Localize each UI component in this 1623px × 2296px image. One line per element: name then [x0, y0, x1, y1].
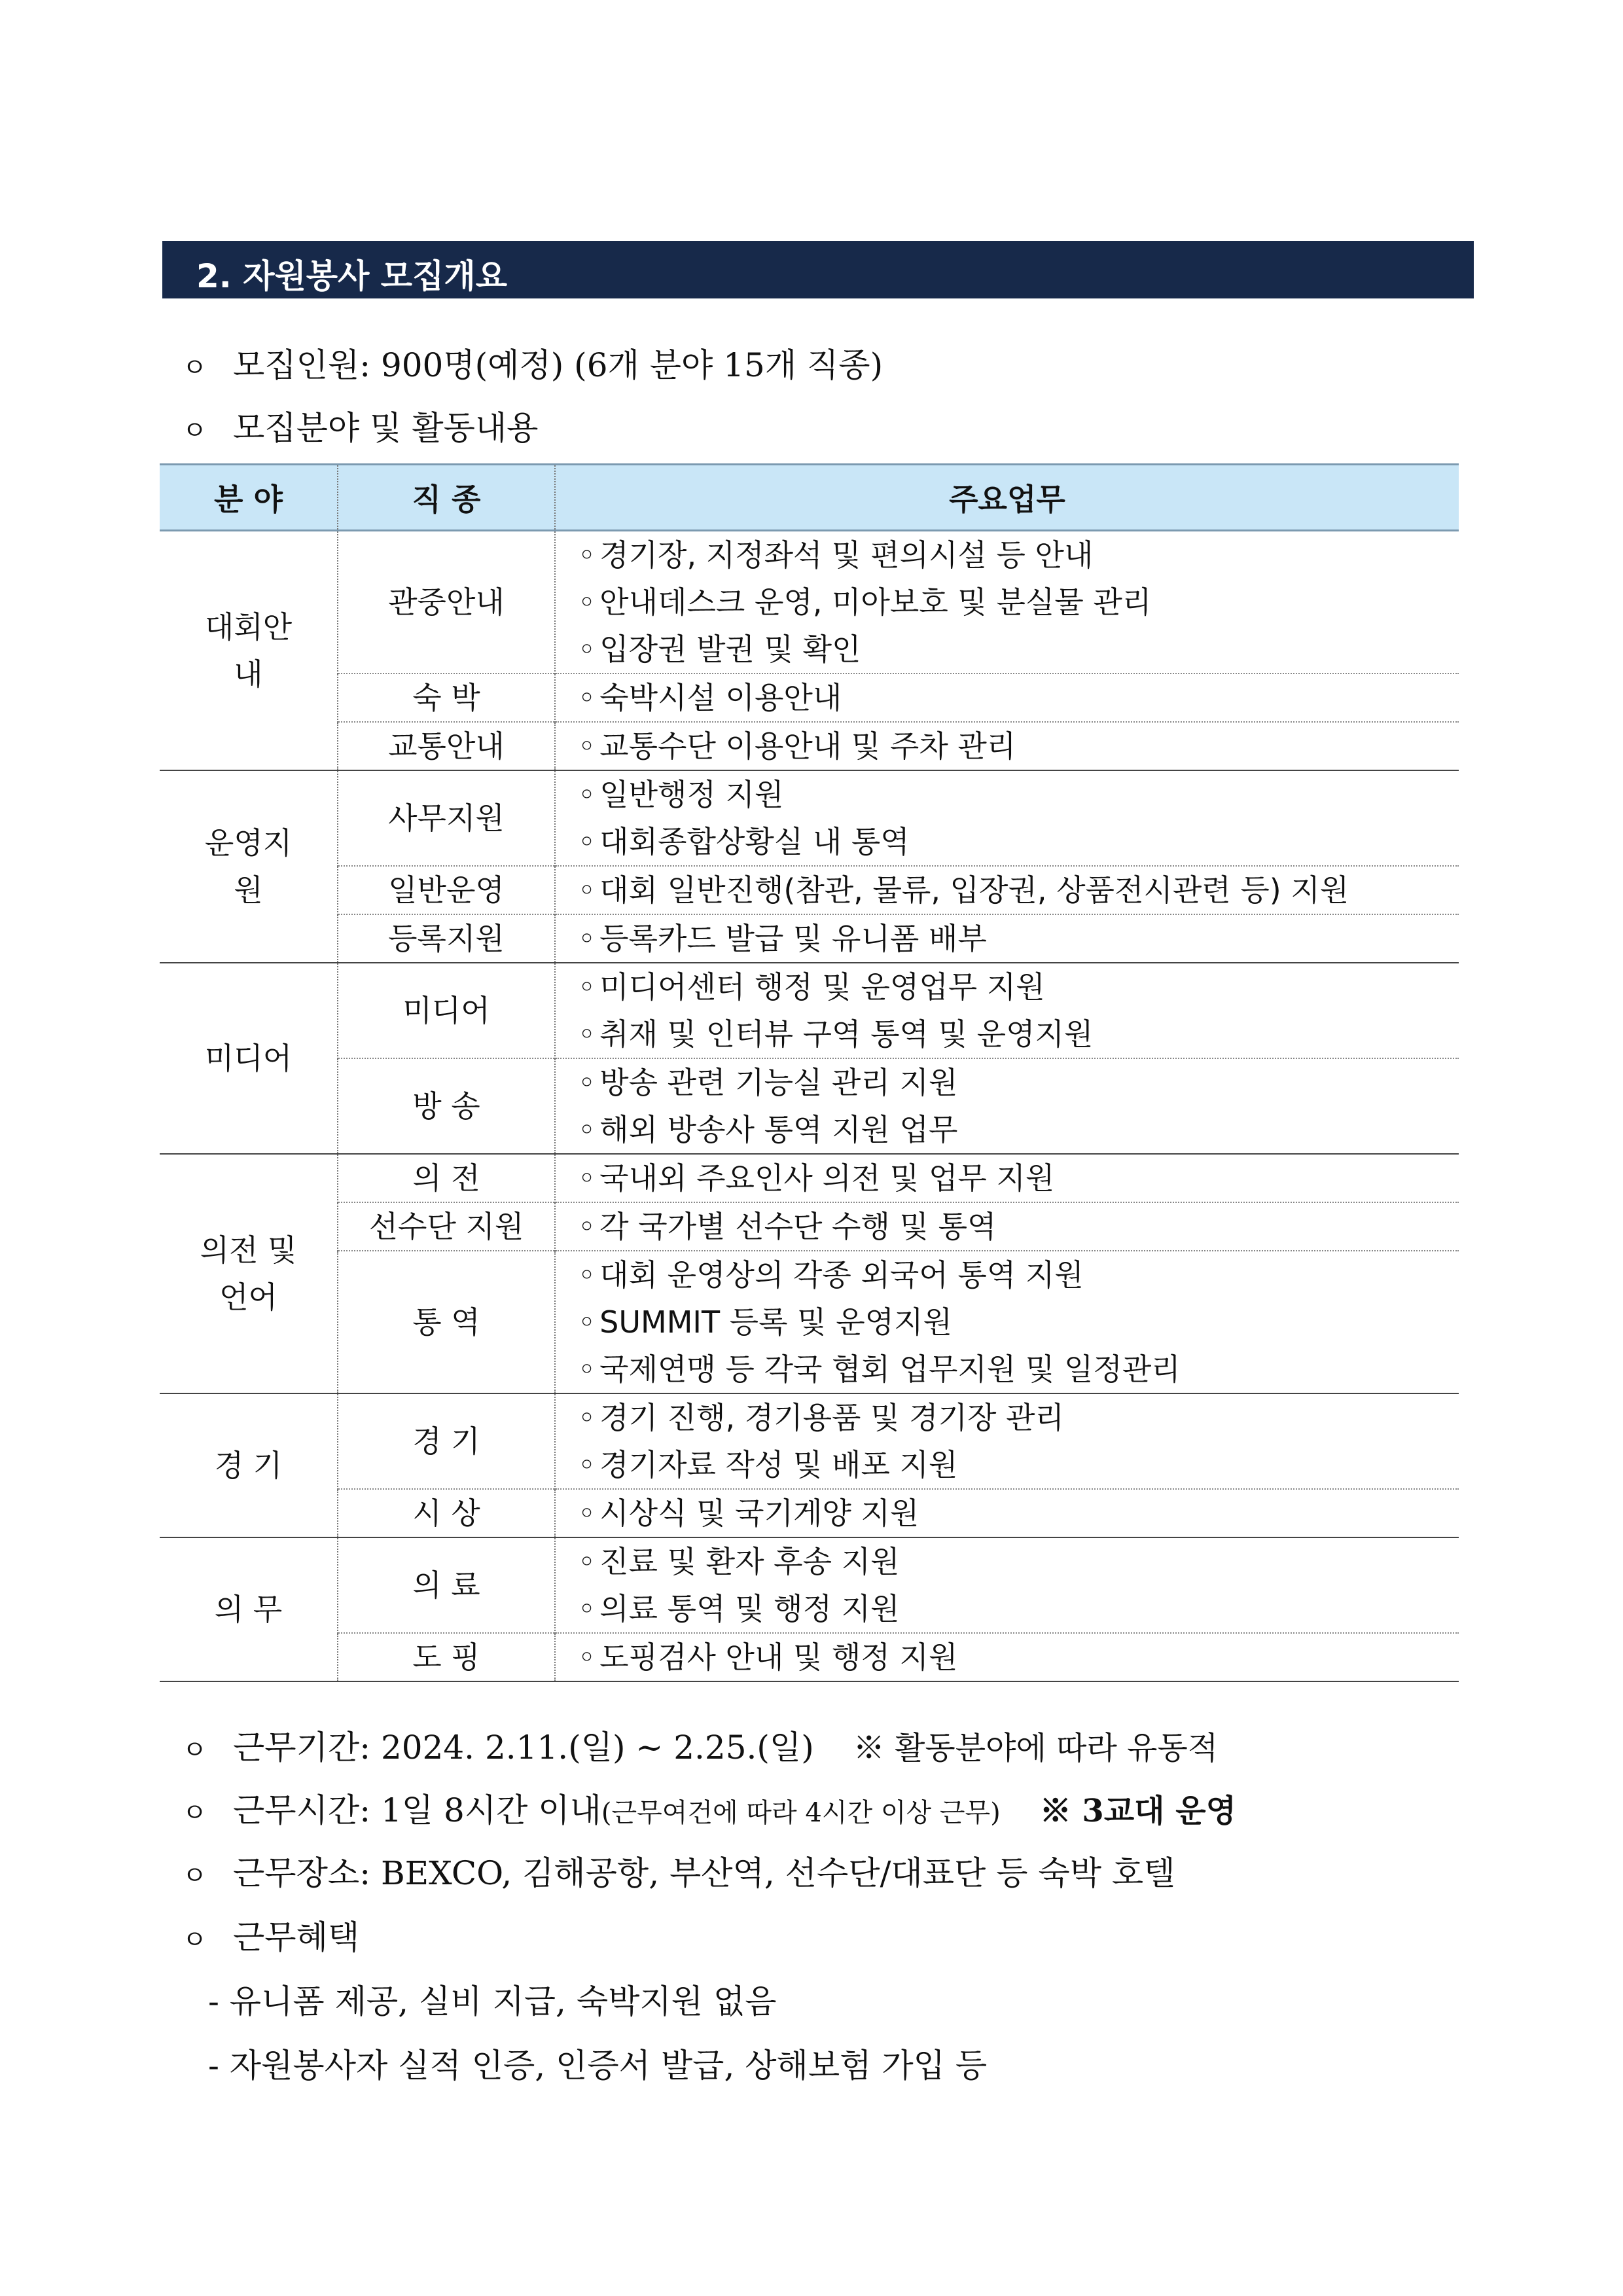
benefit-item: - 유니폼 제공, 실비 지급, 숙박지원 없음 — [208, 1982, 777, 2020]
benefit-item: - 자원봉사자 실적 인증, 인증서 발급, 상해보험 가입 등 — [208, 2047, 988, 2085]
field-cell: 대회안내 — [160, 531, 338, 771]
field-cell: 의전 및 언어 — [160, 1154, 338, 1393]
duty-item: ◦ 해외 방송사 통역 지원 업무 — [578, 1106, 1459, 1153]
bullet-symbol: ㅇ — [182, 1798, 207, 1828]
duty-item: ◦ 국제연맹 등 각국 협회 업무지원 및 일정관리 — [578, 1346, 1459, 1393]
bullet-symbol: ㅇ — [182, 353, 207, 383]
job-cell: 의 료 — [338, 1537, 555, 1633]
duties-cell — [555, 1489, 1459, 1537]
table-header-row — [160, 465, 1459, 531]
table-row — [160, 1202, 1459, 1251]
work-period-line — [182, 1721, 1218, 1768]
recruit-count-text: 모집인원: 900명(예정) (6개 분야 15개 직종) — [233, 346, 883, 384]
duties-cell — [555, 531, 1459, 674]
job-cell: 등록지원 — [338, 914, 555, 963]
table-row — [160, 1633, 1459, 1681]
duty-item: ◦ 대회종합상황실 내 통역 — [578, 818, 1459, 865]
duty-item: ◦ 숙박시설 이용안내 — [578, 674, 1459, 721]
table-row — [160, 1393, 1459, 1489]
work-place-line — [182, 1847, 1175, 1894]
work-period-text: 근무기간: 2024. 2.11.(일) ~ 2.25.(일) — [233, 1729, 814, 1767]
duty-item: ◦ 일반행정 지원 — [578, 771, 1459, 818]
duties-cell — [555, 1393, 1459, 1489]
job-cell: 경 기 — [338, 1393, 555, 1489]
job-cell: 관중안내 — [338, 531, 555, 674]
table-row — [160, 1251, 1459, 1393]
duties-cell — [555, 1537, 1459, 1633]
duties-cell — [555, 1202, 1459, 1251]
duty-item: ◦ 대회 일반진행(참관, 물류, 입장권, 상품전시관련 등) 지원 — [578, 867, 1459, 914]
work-hours-sub: (근무여건에 따라 4시간 이상 근무) — [601, 1798, 1001, 1828]
recruit-table — [160, 463, 1459, 1682]
header-duties: 주요업무 — [555, 465, 1459, 531]
job-cell: 일반운영 — [338, 866, 555, 914]
duties-cell — [555, 673, 1459, 722]
table-row — [160, 1489, 1459, 1537]
job-cell: 통 역 — [338, 1251, 555, 1393]
table-row — [160, 1154, 1459, 1202]
field-cell: 미디어 — [160, 963, 338, 1154]
duty-item: ◦ 시상식 및 국기게양 지원 — [578, 1490, 1459, 1537]
recruit-field-text: 모집분야 및 활동내용 — [233, 409, 539, 447]
duty-item: ◦ 진료 및 환자 후송 지원 — [578, 1538, 1459, 1585]
work-hours-note: ※ 3교대 운영 — [1039, 1793, 1236, 1829]
duty-item: ◦ 미디어센터 행정 및 운영업무 지원 — [578, 963, 1459, 1011]
duty-item: ◦ 등록카드 발급 및 유니폼 배부 — [578, 915, 1459, 962]
duties-cell — [555, 914, 1459, 963]
table-row — [160, 914, 1459, 963]
duty-item: ◦ 경기자료 작성 및 배포 지원 — [578, 1441, 1459, 1488]
recruit-field-line — [182, 402, 539, 449]
duty-item: ◦ 교통수단 이용안내 및 주차 관리 — [578, 723, 1459, 770]
header-job: 직 종 — [338, 465, 555, 531]
bullet-symbol: ㅇ — [182, 416, 207, 446]
table-row — [160, 770, 1459, 866]
duty-item: ◦ 각 국가별 선수단 수행 및 통역 — [578, 1203, 1459, 1250]
duties-cell — [555, 770, 1459, 866]
duties-cell — [555, 1633, 1459, 1681]
benefits-line — [182, 1911, 359, 1958]
job-cell: 선수단 지원 — [338, 1202, 555, 1251]
job-cell: 사무지원 — [338, 770, 555, 866]
job-cell: 도 핑 — [338, 1633, 555, 1681]
table-row — [160, 963, 1459, 1058]
section-heading-bar — [162, 241, 1474, 298]
duty-item: ◦ 도핑검사 안내 및 행정 지원 — [578, 1634, 1459, 1681]
field-cell: 경 기 — [160, 1393, 338, 1537]
duty-item: ◦ 취재 및 인터뷰 구역 통역 및 운영지원 — [578, 1011, 1459, 1058]
duties-cell — [555, 866, 1459, 914]
duties-cell — [555, 963, 1459, 1058]
duty-item: ◦ 대회 운영상의 각종 외국어 통역 지원 — [578, 1251, 1459, 1299]
job-cell: 교통안내 — [338, 722, 555, 770]
field-cell: 의 무 — [160, 1537, 338, 1681]
job-cell: 시 상 — [338, 1489, 555, 1537]
duty-item: ◦ 국내외 주요인사 의전 및 업무 지원 — [578, 1155, 1459, 1202]
work-place-text: 근무장소: BEXCO, 김해공항, 부산역, 선수단/대표단 등 숙박 호텔 — [233, 1854, 1175, 1892]
duty-item: ◦ SUMMIT 등록 및 운영지원 — [578, 1299, 1459, 1346]
duty-item: ◦ 입장권 발권 및 확인 — [578, 626, 1459, 673]
job-cell: 의 전 — [338, 1154, 555, 1202]
duties-cell — [555, 1154, 1459, 1202]
benefits-title: 근무혜택 — [233, 1918, 360, 1956]
duty-item: ◦ 경기 진행, 경기용품 및 경기장 관리 — [578, 1394, 1459, 1441]
bullet-symbol: ㅇ — [182, 1735, 207, 1765]
duties-cell — [555, 1251, 1459, 1393]
table-row — [160, 722, 1459, 770]
section-heading: 2. 자원봉사 모집개요 — [196, 257, 507, 295]
work-period-note: ※ 활동분야에 따라 유동적 — [853, 1730, 1219, 1767]
table-row — [160, 1058, 1459, 1154]
table-row — [160, 866, 1459, 914]
job-cell: 방 송 — [338, 1058, 555, 1154]
table-row — [160, 1537, 1459, 1633]
work-hours-line — [182, 1784, 1236, 1831]
job-cell: 숙 박 — [338, 673, 555, 722]
duty-item: ◦ 의료 통역 및 행정 지원 — [578, 1585, 1459, 1632]
duties-cell — [555, 722, 1459, 770]
duty-item: ◦ 경기장, 지정좌석 및 편의시설 등 안내 — [578, 531, 1459, 579]
table-row — [160, 531, 1459, 674]
duties-cell — [555, 1058, 1459, 1154]
field-cell: 운영지원 — [160, 770, 338, 963]
bullet-symbol: ㅇ — [182, 1925, 207, 1955]
table-row — [160, 673, 1459, 722]
job-cell: 미디어 — [338, 963, 555, 1058]
duty-item: ◦ 방송 관련 기능실 관리 지원 — [578, 1059, 1459, 1106]
duty-item: ◦ 안내데스크 운영, 미아보호 및 분실물 관리 — [578, 579, 1459, 626]
recruit-count-line — [182, 339, 883, 386]
header-field: 분 야 — [160, 465, 338, 531]
bullet-symbol: ㅇ — [182, 1861, 207, 1891]
work-hours-text: 근무시간: 1일 8시간 이내 — [233, 1791, 601, 1829]
